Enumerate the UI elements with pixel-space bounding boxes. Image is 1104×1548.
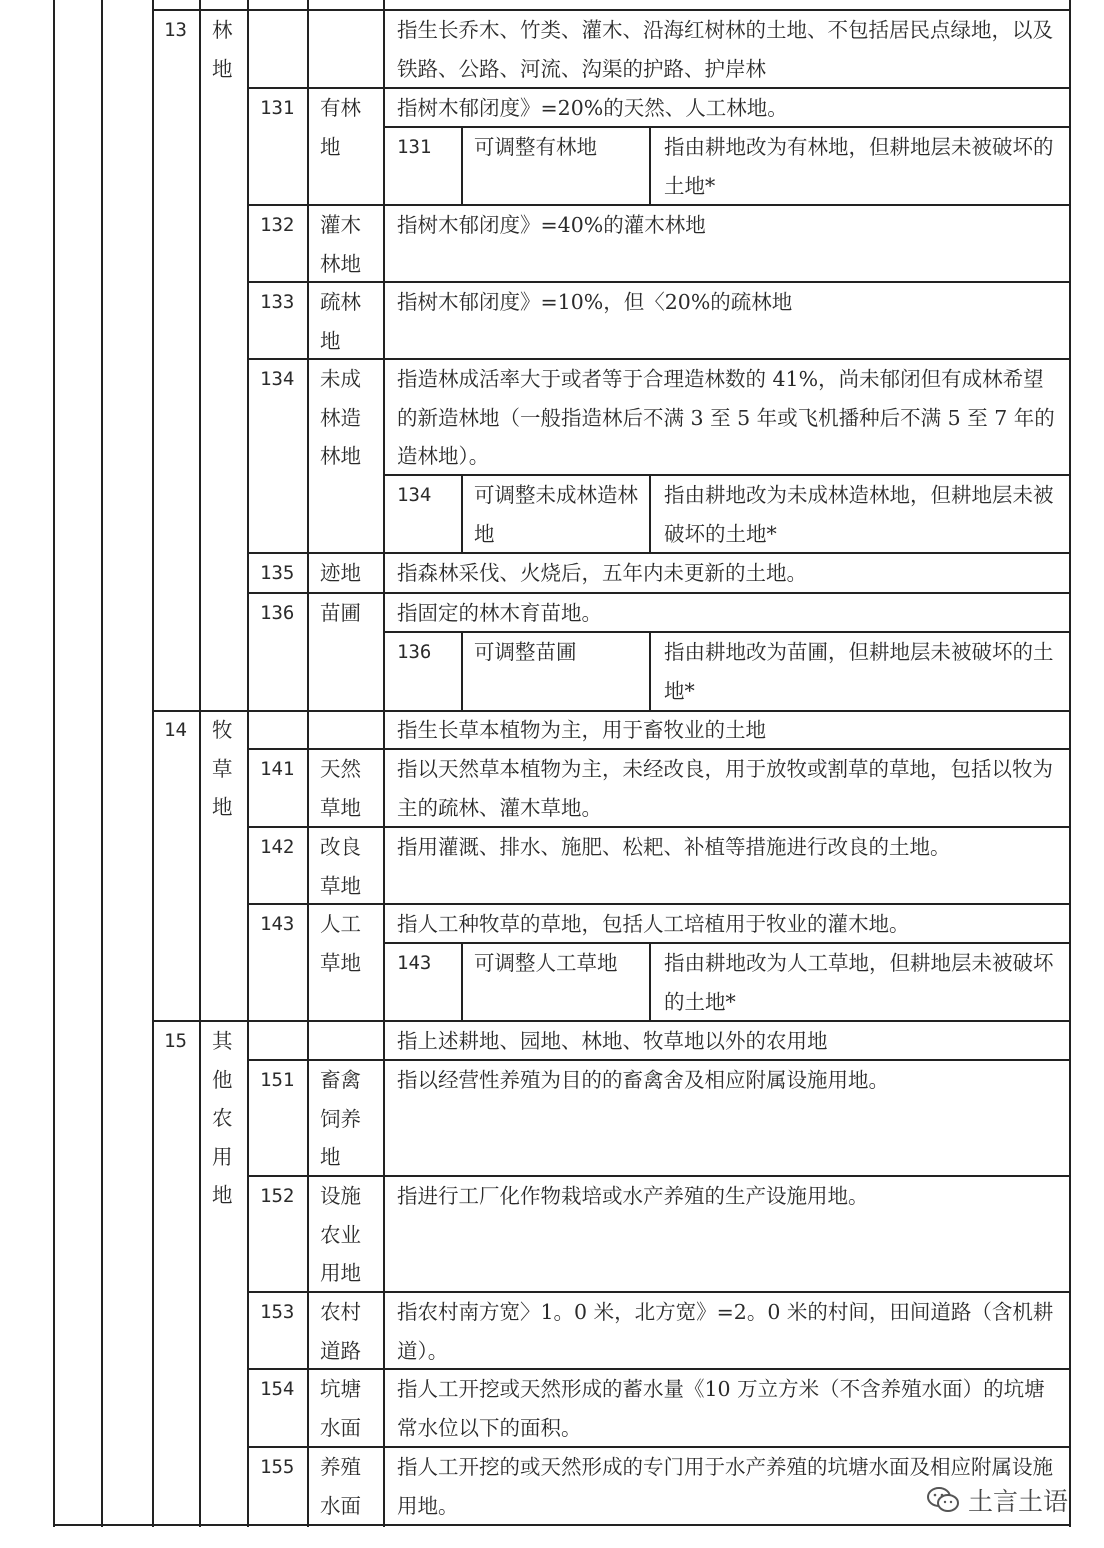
- subclass-code: 153: [260, 1301, 295, 1323]
- subclass-name: 天然草地: [320, 757, 361, 820]
- adjustable-description: 指由耕地改为未成林造林地，但耕地层未被破坏的土地*: [664, 483, 1054, 546]
- subclass-description: 指人工种牧草的草地，包括人工培植用于牧业的灌木地。: [397, 912, 910, 936]
- subclass-code: 155: [260, 1456, 295, 1478]
- subclass-code: 141: [260, 758, 295, 780]
- subclass-code: 152: [260, 1185, 295, 1207]
- class-code: 14: [164, 719, 187, 741]
- subclass-description: 指固定的林木育苗地。: [397, 601, 602, 625]
- adjustable-name: 可调整人工草地: [474, 951, 618, 975]
- subclass-name: 迹地: [320, 561, 361, 585]
- adjustable-code: 134: [397, 484, 432, 506]
- subclass-code: 133: [260, 291, 295, 313]
- watermark: [926, 1482, 1068, 1518]
- subclass-description: 指用灌溉、排水、施肥、松耙、补植等措施进行改良的土地。: [397, 835, 951, 859]
- subclass-code: 142: [260, 836, 295, 858]
- wechat-icon: [926, 1486, 960, 1514]
- subclass-name: 有林地: [320, 96, 361, 159]
- subclass-code: 136: [260, 602, 295, 624]
- subclass-name: 人工草地: [320, 912, 361, 975]
- adjustable-code: 131: [397, 136, 432, 158]
- subclass-description: 指以经营性养殖为目的的畜禽舍及相应附属设施用地。: [397, 1068, 889, 1092]
- class-description: 指生长草本植物为主，用于畜牧业的土地: [397, 718, 766, 742]
- subclass-code: 151: [260, 1069, 295, 1091]
- watermark-label: 土言土语: [968, 1487, 1069, 1516]
- subclass-code: 135: [260, 562, 295, 584]
- class-name: 林地: [212, 18, 233, 81]
- subclass-code: 131: [260, 97, 295, 119]
- subclass-name: 未成林造林地: [320, 367, 361, 468]
- adjustable-code: 136: [397, 641, 432, 663]
- subclass-description: 指森林采伐、火烧后，五年内未更新的土地。: [397, 561, 807, 585]
- subclass-code: 134: [260, 368, 295, 390]
- subclass-name: 畜禽饲养地: [320, 1068, 361, 1169]
- subclass-name: 设施农业用地: [320, 1184, 361, 1285]
- adjustable-name: 可调整苗圃: [474, 640, 577, 664]
- subclass-description: 指树木郁闭度》=20%的天然、人工林地。: [397, 96, 788, 120]
- adjustable-description: 指由耕地改为有林地，但耕地层未被破坏的土地*: [664, 135, 1054, 198]
- subclass-description: 指造林成活率大于或者等于合理造林数的 41%，尚未郁闭但有成林希望的新造林地（一般指造林后不满 3 至 5 年或飞机播种后不满 5 至 7 年的造林地）。: [397, 367, 1055, 468]
- subclass-description: 指树木郁闭度》=10%，但〈20%的疏林地: [397, 290, 793, 314]
- adjustable-description: 指由耕地改为人工草地，但耕地层未被破坏的土地*: [664, 951, 1054, 1014]
- subclass-description: 指人工开挖或天然形成的蓄水量《10 万立方米（不含养殖水面）的坑塘常水位以下的面积。: [397, 1377, 1045, 1440]
- class-name: 其他农用地: [212, 1029, 233, 1207]
- subclass-code: 143: [260, 913, 295, 935]
- class-description: 指生长乔木、竹类、灌木、沿海红树林的土地、不包括居民点绿地，以及铁路、公路、河流、沟渠的护路、护岸林: [397, 18, 1053, 81]
- subclass-description: 指人工开挖的或天然形成的专门用于水产养殖的坑塘水面及相应附属设施用地。: [397, 1455, 1053, 1518]
- subclass-name: 苗圃: [320, 601, 361, 625]
- class-name: 牧草地: [212, 718, 233, 819]
- adjustable-description: 指由耕地改为苗圃，但耕地层未被破坏的土地*: [664, 640, 1054, 703]
- class-code: 15: [164, 1030, 187, 1052]
- subclass-name: 坑塘水面: [320, 1377, 361, 1440]
- subclass-name: 灌木林地: [320, 213, 361, 276]
- subclass-code: 154: [260, 1378, 295, 1400]
- subclass-name: 改良草地: [320, 835, 361, 898]
- class-description: 指上述耕地、园地、林地、牧草地以外的农用地: [397, 1029, 828, 1053]
- adjustable-code: 143: [397, 952, 432, 974]
- subclass-description: 指树木郁闭度》=40%的灌木林地: [397, 213, 706, 237]
- subclass-description: 指进行工厂化作物栽培或水产养殖的生产设施用地。: [397, 1184, 869, 1208]
- subclass-description: 指农村南方宽〉1。0 米，北方宽》=2。0 米的村间，田间道路（含机耕道）。: [397, 1300, 1054, 1363]
- subclass-name: 养殖水面: [320, 1455, 361, 1518]
- subclass-name: 农村道路: [320, 1300, 361, 1363]
- subclass-name: 疏林地: [320, 290, 361, 353]
- adjustable-name: 可调整未成林造林地: [474, 483, 638, 546]
- subclass-description: 指以天然草本植物为主，未经改良，用于放牧或割草的草地，包括以牧为主的疏林、灌木草地。: [397, 757, 1053, 820]
- subclass-code: 132: [260, 214, 295, 236]
- adjustable-name: 可调整有林地: [474, 135, 597, 159]
- class-code: 13: [164, 19, 187, 41]
